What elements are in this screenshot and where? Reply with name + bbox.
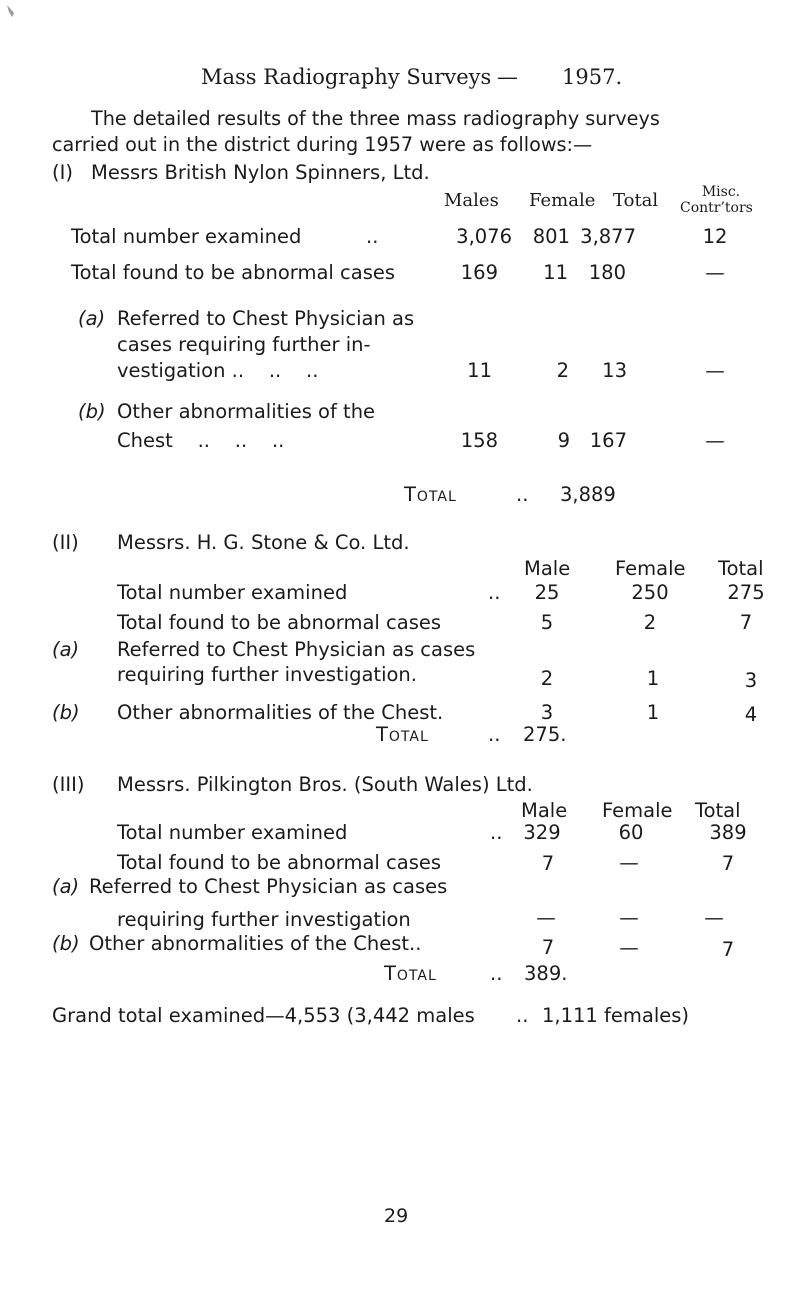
survey1-row2-female: 11 xyxy=(543,261,568,284)
survey1-row3-label-1: Referred to Chest Physician as xyxy=(117,307,415,330)
survey1-row3-female: 2 xyxy=(556,359,569,382)
survey2-row3-label-2: requiring further investigation. xyxy=(117,663,417,686)
survey1-row2-males: 169 xyxy=(460,261,498,284)
survey2-row2-female: 2 xyxy=(643,611,657,634)
survey1-row4-label-1: Other abnormalities of the xyxy=(117,400,376,423)
survey1-row1-total: 3,877 xyxy=(580,225,636,248)
survey3-row3-female: — xyxy=(619,906,639,929)
survey1-row4-label-2: Chest .. .. .. xyxy=(117,429,285,452)
survey3-total-dots: .. xyxy=(490,962,503,985)
survey1-header-female: Female xyxy=(529,190,596,211)
survey1-row3-males: 11 xyxy=(467,359,492,382)
survey1-header-misc-2: Contr’tors xyxy=(680,200,753,216)
survey3-header-female: Female xyxy=(602,799,673,822)
survey2-header-male: Male xyxy=(524,557,571,580)
survey1-row1-dots: .. xyxy=(366,225,379,248)
survey3-row3-marker: (a) xyxy=(52,875,80,898)
survey2-numeral: (II) xyxy=(52,531,79,554)
survey3-header-total: Total xyxy=(695,799,741,822)
survey1-header-males: Males xyxy=(444,190,499,211)
survey1-row3-total: 13 xyxy=(602,359,627,382)
survey1-row2-total: 180 xyxy=(588,261,626,284)
survey1-total-value: 3,889 xyxy=(560,483,616,506)
survey1-total-label: Total xyxy=(404,483,457,506)
survey2-row2-total: 7 xyxy=(739,611,753,634)
running-title: Mass Radiography Surveys xyxy=(201,65,492,89)
survey2-total-label: Total xyxy=(376,723,429,746)
survey1-row1-misc: 12 xyxy=(702,225,728,248)
survey3-row4-male: 7 xyxy=(541,936,555,959)
survey3-row3-label-1: Referred to Chest Physician as cases xyxy=(89,875,448,898)
survey3-row3-label-2: requiring further investigation xyxy=(117,908,411,931)
survey1-row2-misc: — xyxy=(705,261,725,284)
survey3-header-male: Male xyxy=(521,799,568,822)
survey1-header-misc-1: Misc. xyxy=(701,184,741,200)
survey1-numeral: (I) xyxy=(52,161,73,184)
survey2-row1-female: 250 xyxy=(631,581,669,604)
survey3-row4-total: 7 xyxy=(721,938,735,961)
survey2-row2-label: Total found to be abnormal cases xyxy=(117,611,442,634)
survey3-total-value: 389. xyxy=(524,962,568,985)
survey2-row1-total: 275 xyxy=(727,581,765,604)
survey2-row4-label: Other abnormalities of the Chest. xyxy=(117,701,444,724)
survey3-row4-marker: (b) xyxy=(52,932,80,955)
survey2-row4-marker: (b) xyxy=(52,701,80,724)
survey3-row4-female: — xyxy=(619,936,639,959)
grand-total-females: 1,111 females) xyxy=(542,1004,690,1027)
survey1-row1-males: 3,076 xyxy=(456,225,512,248)
survey3-row1-dots: .. xyxy=(490,821,503,844)
survey2-row2-male: 5 xyxy=(540,611,554,634)
survey2-row3-label-1: Referred to Chest Physician as cases xyxy=(117,638,476,661)
survey1-row4-total: 167 xyxy=(589,429,627,452)
survey2-row3-marker: (a) xyxy=(52,638,80,661)
survey1-row4-marker: (b) xyxy=(78,400,106,423)
running-title-year: 1957. xyxy=(562,65,623,89)
survey3-row4-label: Other abnormalities of the Chest.. xyxy=(89,932,422,955)
survey1-row1-label: Total number examined xyxy=(71,225,302,248)
survey1-row4-female: 9 xyxy=(557,429,570,452)
survey2-company: Messrs. H. G. Stone & Co. Ltd. xyxy=(117,531,410,554)
survey2-header-female: Female xyxy=(615,557,686,580)
survey1-total-dots: .. xyxy=(516,483,529,506)
survey1-row3-label-3: vestigation .. .. .. xyxy=(117,359,319,382)
survey2-row1-male: 25 xyxy=(534,581,560,604)
survey3-row2-female: — xyxy=(619,851,639,874)
survey1-row3-misc: — xyxy=(705,359,725,382)
survey2-row3-male: 2 xyxy=(540,667,554,690)
survey2-row3-female: 1 xyxy=(646,667,660,690)
survey3-numeral: (III) xyxy=(52,773,85,796)
survey1-row4-misc: — xyxy=(705,429,725,452)
intro-line-2: carried out in the district during 1957 were as follows:— xyxy=(52,133,593,156)
survey2-header-total: Total xyxy=(718,557,764,580)
survey1-row3-marker: (a) xyxy=(78,307,106,330)
grand-total-dots: .. xyxy=(516,1004,529,1027)
survey3-row1-female: 60 xyxy=(618,821,644,844)
survey3-total-label: Total xyxy=(384,962,437,985)
survey3-row1-label: Total number examined xyxy=(117,821,348,844)
survey1-header-total: Total xyxy=(613,190,659,211)
grand-total-text: Grand total examined—4,553 (3,442 males xyxy=(52,1004,475,1027)
survey3-row3-male: — xyxy=(536,906,556,929)
page-number: 29 xyxy=(384,1205,409,1227)
survey3-row2-total: 7 xyxy=(721,852,735,875)
survey2-row4-total: 4 xyxy=(744,703,758,726)
survey3-row2-label: Total found to be abnormal cases xyxy=(117,851,442,874)
survey3-row3-total: — xyxy=(704,906,724,929)
survey2-row4-male: 3 xyxy=(540,701,554,724)
survey2-row1-dots: .. xyxy=(488,581,501,604)
intro-line-1: The detailed results of the three mass radiography surveys xyxy=(91,107,660,130)
survey3-row1-male: 329 xyxy=(523,821,561,844)
survey2-row4-female: 1 xyxy=(646,701,660,724)
survey2-total-value: 275. xyxy=(523,723,567,746)
survey3-company: Messrs. Pilkington Bros. (South Wales) Ltd. xyxy=(117,773,533,796)
survey2-row3-total: 3 xyxy=(744,669,758,692)
survey1-row2-label: Total found to be abnormal cases xyxy=(71,261,396,284)
survey2-total-dots: .. xyxy=(488,723,501,746)
running-title-dash: — xyxy=(497,65,518,89)
survey1-company: Messrs British Nylon Spinners, Ltd. xyxy=(91,161,430,184)
survey3-row2-male: 7 xyxy=(541,852,555,875)
survey2-row1-label: Total number examined xyxy=(117,581,348,604)
survey1-row3-label-2: cases requiring further in- xyxy=(117,333,371,356)
survey3-row1-total: 389 xyxy=(709,821,747,844)
survey1-row4-males: 158 xyxy=(460,429,498,452)
survey1-row1-female: 801 xyxy=(532,225,570,248)
scan-mark-icon xyxy=(6,4,16,18)
